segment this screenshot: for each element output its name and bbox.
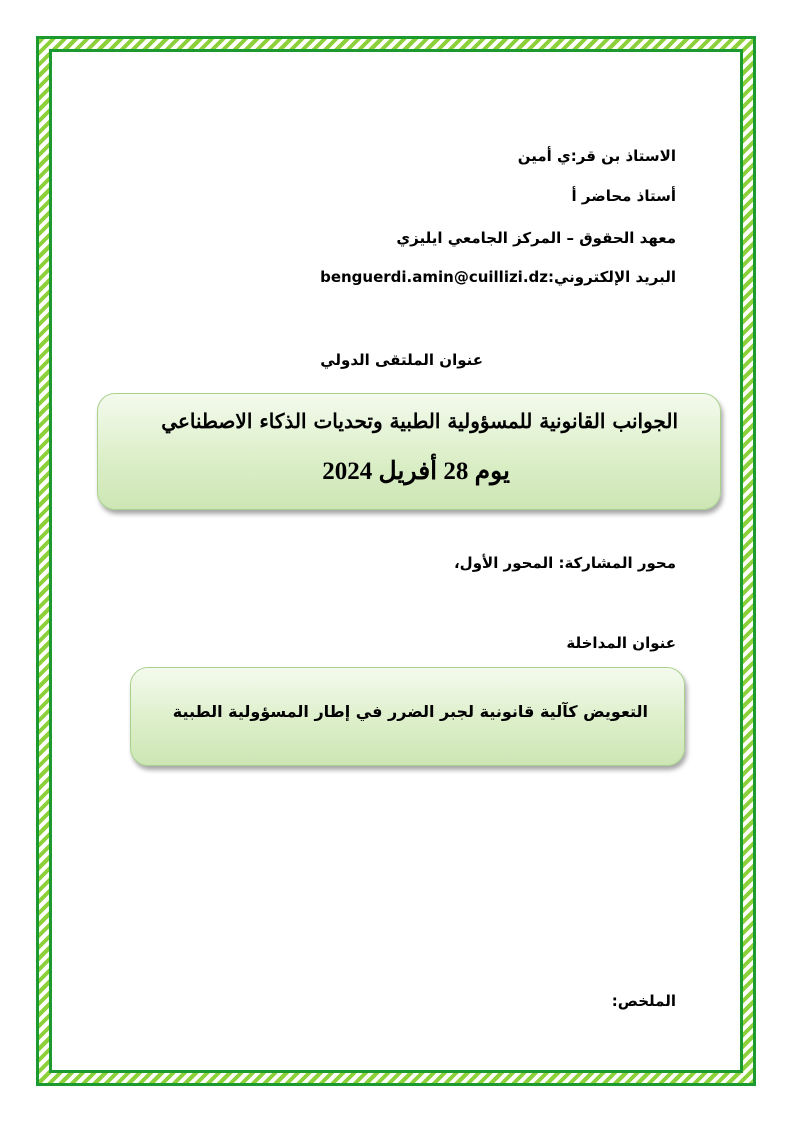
intervention-label: عنوان المداخلة bbox=[566, 634, 676, 652]
intervention-title: التعويض كآلية قانونية لجبر الضرر في إطار المسؤولية الطبية bbox=[172, 702, 648, 721]
conference-date: يوم 28 أفريل 2024 bbox=[322, 458, 510, 485]
author-email-line bbox=[320, 268, 676, 286]
author-institution: معهد الحقوق – المركز الجامعي ايليزي bbox=[396, 229, 676, 247]
author-name: الاستاذ بن قر:ي أمين bbox=[517, 147, 676, 165]
abstract-label: الملخص: bbox=[611, 992, 676, 1010]
conference-label: عنوان الملتقى الدولي bbox=[320, 351, 483, 369]
email-label: البريد الإلكتروني: bbox=[548, 268, 676, 286]
intervention-title-box bbox=[130, 667, 685, 766]
participation-axis: محور المشاركة: المحور الأول، bbox=[453, 554, 676, 572]
conference-title-box bbox=[97, 393, 721, 510]
conference-title: الجوانب القانونية للمسؤولية الطبية وتحديات الذكاء الاصطناعي bbox=[161, 409, 678, 433]
author-rank: أستاذ محاضر أ bbox=[571, 187, 676, 205]
email-address: benguerdi.amin@cuillizi.dz bbox=[320, 268, 548, 286]
